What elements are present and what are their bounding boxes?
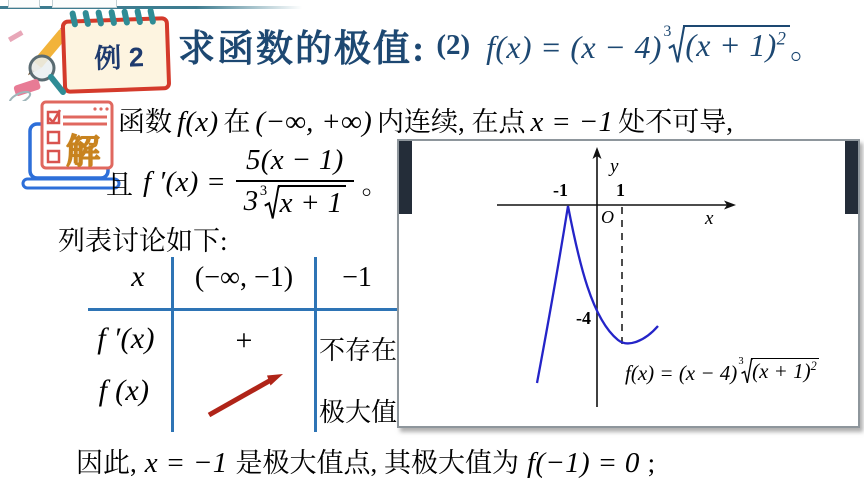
title-prompt: 求函数的极值: [178,29,427,70]
x-tick-1: 1 [616,180,625,200]
graph-formula [625,355,819,386]
root-index: 3 [259,182,268,199]
text-segment: 因此, [76,448,137,478]
text-segment: 内连续, 在点 [377,107,526,137]
sentence-end-mark: 。 [361,169,389,200]
table-intro: 列表讨论如下: [58,226,228,256]
graph-formula-lhs: f(x) = (x − 4) [625,360,738,385]
example-badge-label: 例 2 [93,42,145,74]
table-header-variable: x [131,260,145,293]
function-graph-panel [397,139,860,428]
rising-arrow-icon [205,369,289,421]
table-header-divider [88,308,398,311]
title-end-mark: 。 [790,29,823,65]
radicand-text: (x + 1) [685,27,777,64]
math-segment: f(−1) = 0 [527,447,640,479]
text-segment: 在 [223,107,251,137]
radicand [278,185,346,220]
origin-label: O [601,207,614,227]
radicand-text: x + 1 [279,187,343,219]
derivative-statement [106,144,389,220]
table-header-interval: (−∞, −1) [194,262,294,293]
title-part-number: (2) [436,28,471,61]
radicand-exponent: 2 [810,359,817,373]
table-header-point: −1 [342,262,372,293]
radicand-text: (x + 1) [752,359,811,383]
y-axis-label: y [610,156,619,177]
math-segment: (−∞, +∞) [255,106,373,138]
continuity-statement [118,100,733,139]
cube-root [738,355,819,384]
text-segment: 且 [106,169,133,200]
derivative-sign-cell: + [235,324,253,357]
math-segment: x = −1 [144,447,228,479]
math-segment: x = −1 [530,106,614,138]
sentence-end-mark: ; [647,448,656,478]
title-formula-lhs: f(x) = (x − 4) [486,29,662,65]
fraction [236,144,354,220]
derivative-lhs: f ′(x) = [143,165,226,198]
page-title [178,18,822,72]
math-segment: f(x) [177,106,219,138]
fraction-denominator [244,182,346,220]
text-segment: 处不可导, [618,107,734,137]
denominator-coefficient: 3 [243,185,259,217]
cube-root [259,182,346,220]
function-row-label: f (x) [98,374,150,407]
x-tick-minus1: -1 [553,180,568,200]
local-max-cell: 极大值 [318,398,397,427]
cube-root [663,22,790,64]
root-index: 3 [663,22,672,40]
text-segment: 是极大值点, 其极大值为 [235,448,520,478]
radicand-exponent: 2 [776,28,787,50]
radicand [683,25,790,64]
y-value-minus4: -4 [576,308,591,328]
solution-badge-label: 解 [66,133,100,171]
derivative-row-label: f ′(x) [97,322,155,355]
fraction-numerator: 5(x − 1) [236,144,354,182]
table-column-divider [171,257,174,432]
x-axis-label: x [705,208,714,229]
text-segment: 函数 [118,107,172,137]
title-formula [486,22,822,68]
conclusion-statement [76,441,655,480]
derivative-undefined-cell: 不存在 [318,336,397,365]
root-index: 3 [738,355,744,367]
radicand [751,358,819,384]
